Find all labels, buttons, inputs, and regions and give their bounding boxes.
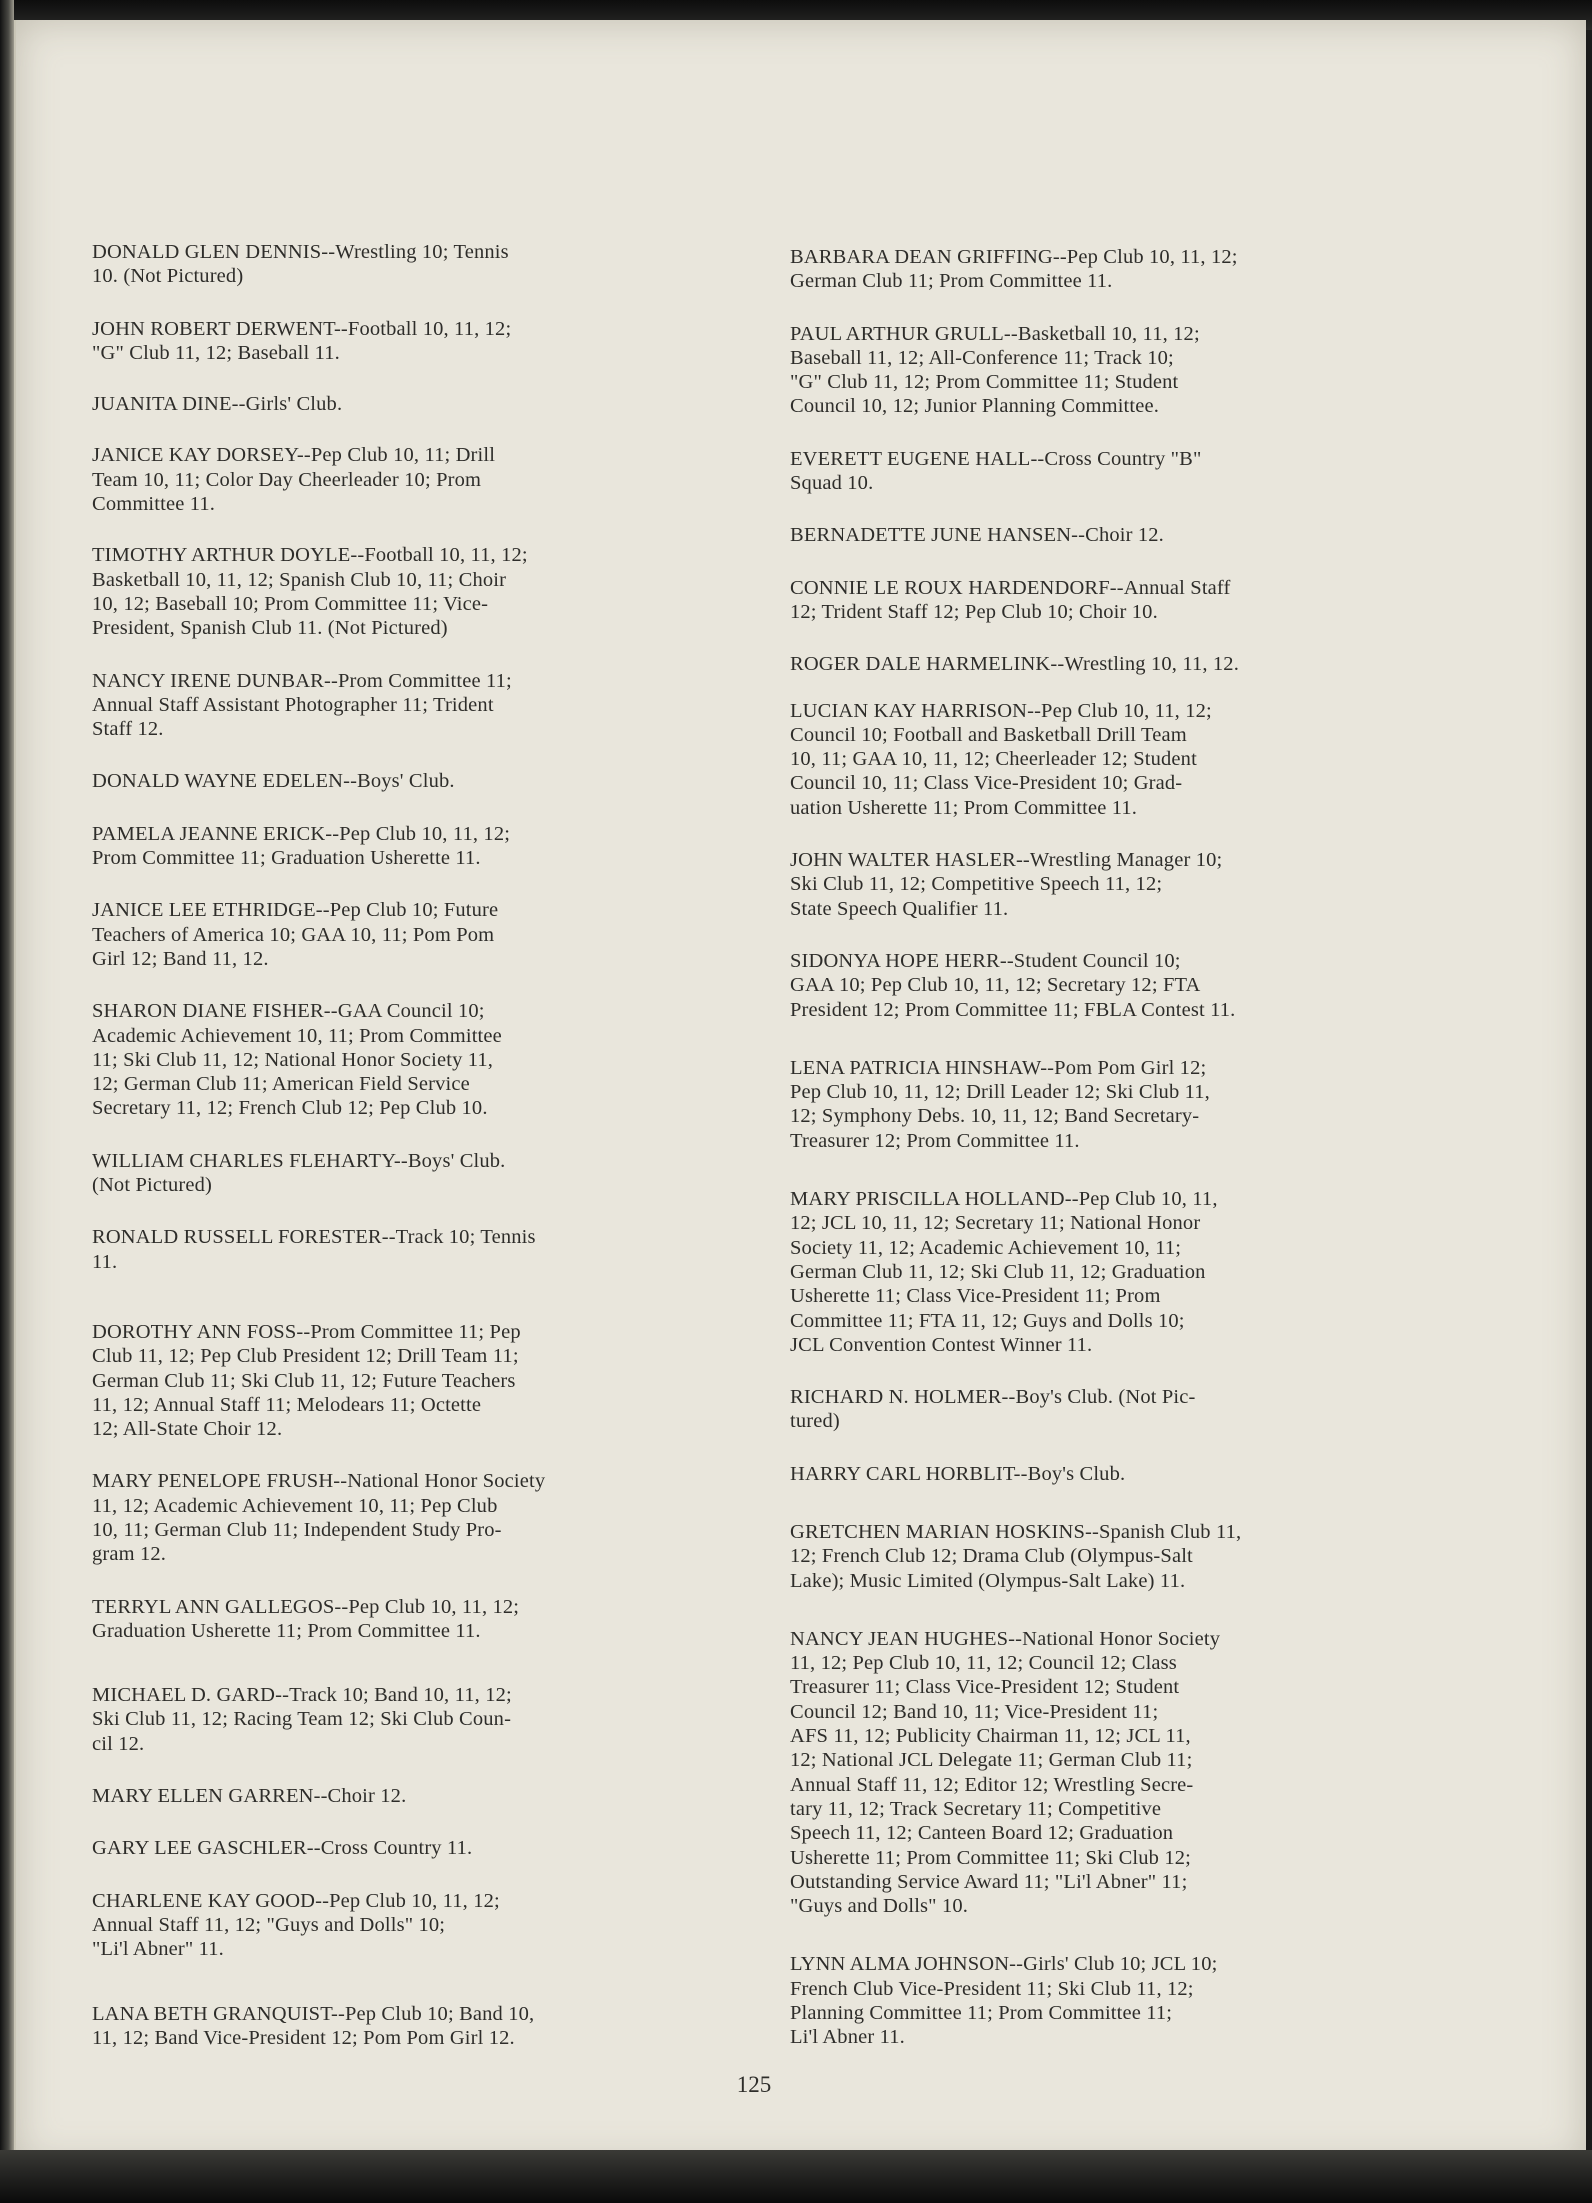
- senior-entry: DONALD WAYNE EDELEN--Boys' Club.: [92, 770, 455, 793]
- senior-entry: NANCY IRENE DUNBAR--Prom Committee 11; Annual Staff Assistant Photographer 11; Trident Staff 12.: [92, 669, 512, 741]
- senior-entry: BERNADETTE JUNE HANSEN--Choir 12.: [790, 524, 1164, 547]
- senior-entry: DONALD GLEN DENNIS--Wrestling 10; Tennis 10. (Not Pictured): [92, 241, 509, 288]
- senior-entry: CONNIE LE ROUX HARDENDORF--Annual Staff 12; Trident Staff 12; Pep Club 10; Choir 10.: [790, 576, 1231, 623]
- binding-edge: [0, 0, 14, 2203]
- senior-entry: JANICE KAY DORSEY--Pep Club 10, 11; Drill Team 10, 11; Color Day Cheerleader 10; Prom Committee 11.: [92, 444, 496, 516]
- senior-entry: DOROTHY ANN FOSS--Prom Committee 11; Pep Club 11, 12; Pep Club President 12; Drill Team 11; German Club 11; Ski Club 11, 12; Future Teachers 11, 12; Annual Staff 11; Melodears 11; Octette 12; All-State Choir 12.: [92, 1320, 521, 1441]
- senior-entry: LUCIAN KAY HARRISON--Pep Club 10, 11, 12; Council 10; Football and Basketball Drill Team 10, 11; GAA 10, 11, 12; Cheerleader 12; Student Council 10, 11; Class Vice-President 10; Grad- uation Usherette 11; Prom Committee 11.: [790, 699, 1212, 819]
- senior-entry: MICHAEL D. GARD--Track 10; Band 10, 11, 12; Ski Club 11, 12; Racing Team 12; Ski Club Coun- cil 12.: [92, 1684, 512, 1755]
- senior-entry: NANCY JEAN HUGHES--National Honor Society 11, 12; Pep Club 10, 11, 12; Council 12; Class Treasurer 11; Class Vice-President 12; Student Council 12; Band 10, 11; Vice-President 11; AFS 11, 12; Publicity Chairman 11, 12; JCL 11, 12; National JCL Delegate 11; German Club 11; Annual Staff 11, 12; Editor 12; Wrestling Secre- tary 11, 12; Track Secretary 11; Competitive Speech 11, 12; Canteen Board 12; Graduation Usherette 11; Prom Committee 11; Ski Club 12; Outstanding Service Award 11; "Li'l Abner" 11; "Guys and Dolls" 10.: [790, 1627, 1221, 1918]
- senior-entry: CHARLENE KAY GOOD--Pep Club 10, 11, 12; Annual Staff 11, 12; "Guys and Dolls" 10; "Li'l Abner" 11.: [92, 1889, 500, 1961]
- senior-entry: RICHARD N. HOLMER--Boy's Club. (Not Pic- tured): [790, 1386, 1196, 1433]
- senior-entry: WILLIAM CHARLES FLEHARTY--Boys' Club. (Not Pictured): [92, 1149, 506, 1197]
- senior-entry: TERRYL ANN GALLEGOS--Pep Club 10, 11, 12; Graduation Usherette 11; Prom Committee 11.: [92, 1595, 520, 1642]
- right-column: [790, 245, 1390, 2050]
- senior-entry: LYNN ALMA JOHNSON--Girls' Club 10; JCL 10; French Club Vice-President 11; Ski Club 11, 12; Planning Committee 11; Prom Committee 11; Li'l Abner 11.: [790, 1953, 1218, 2049]
- senior-entry: LANA BETH GRANQUIST--Pep Club 10; Band 10, 11, 12; Band Vice-President 12; Pom Pom Girl 12.: [92, 2002, 535, 2049]
- senior-entry: BARBARA DEAN GRIFFING--Pep Club 10, 11, 12; German Club 11; Prom Committee 11.: [790, 246, 1238, 293]
- senior-entry: PAMELA JEANNE ERICK--Pep Club 10, 11, 12; Prom Committee 11; Graduation Usherette 11.: [92, 822, 511, 870]
- senior-entry: EVERETT EUGENE HALL--Cross Country "B" Squad 10.: [790, 447, 1202, 495]
- senior-entry: MARY PRISCILLA HOLLAND--Pep Club 10, 11, 12; JCL 10, 11, 12; Secretary 11; National Honor Society 11, 12; Academic Achievement 10, 11; German Club 11, 12; Ski Club 11, 12; Graduation Usherette 11; Class Vice-President 11; Prom Committee 11; FTA 11, 12; Guys and Dolls 10; JCL Convention Contest Winner 11.: [790, 1188, 1218, 1356]
- left-column: [92, 240, 692, 2050]
- senior-entry: GARY LEE GASCHLER--Cross Country 11.: [92, 1837, 473, 1860]
- senior-entry: PAUL ARTHUR GRULL--Basketball 10, 11, 12; Baseball 11, 12; All-Conference 11; Track 10; "G" Club 11, 12; Prom Committee 11; Student Council 10, 12; Junior Planning Committee.: [790, 322, 1200, 418]
- senior-entry: GRETCHEN MARIAN HOSKINS--Spanish Club 11, 12; French Club 12; Drama Club (Olympus-Salt Lake); Music Limited (Olympus-Salt Lake) 11.: [790, 1520, 1242, 1592]
- senior-entry: JANICE LEE ETHRIDGE--Pep Club 10; Future Teachers of America 10; GAA 10, 11; Pom Pom Girl 12; Band 11, 12.: [92, 899, 499, 970]
- senior-entry: MARY PENELOPE FRUSH--National Honor Society 11, 12; Academic Achievement 10, 11; Pep Club 10, 11; German Club 11; Independent Study Pro- gram 12.: [92, 1470, 546, 1566]
- senior-entry: HARRY CARL HORBLIT--Boy's Club.: [790, 1462, 1126, 1485]
- page-number: 125: [736, 2072, 772, 2097]
- senior-entry: MARY ELLEN GARREN--Choir 12.: [92, 1785, 407, 1808]
- senior-entry: TIMOTHY ARTHUR DOYLE--Football 10, 11, 12; Basketball 10, 11, 12; Spanish Club 10, 11; Choir 10, 12; Baseball 10; Prom Committee 11; Vice- President, Spanish Club 11. (Not Pictured): [92, 544, 528, 640]
- senior-entry: LENA PATRICIA HINSHAW--Pom Pom Girl 12; Pep Club 10, 11, 12; Drill Leader 12; Ski Club 11, 12; Symphony Debs. 10, 11, 12; Band Secretary- Treasurer 12; Prom Committee 11.: [790, 1056, 1210, 1152]
- senior-entry: JOHN WALTER HASLER--Wrestling Manager 10; Ski Club 11, 12; Competitive Speech 11, 12; State Speech Qualifier 11.: [790, 849, 1223, 920]
- senior-entry: RONALD RUSSELL FORESTER--Track 10; Tennis 11.: [92, 1226, 536, 1273]
- scan-border-bottom: [0, 2150, 1592, 2203]
- senior-entry: SHARON DIANE FISHER--GAA Council 10; Academic Achievement 10, 11; Prom Committee 11; Ski Club 11, 12; National Honor Society 11, 12; German Club 11; American Field Service Secretary 11, 12; French Club 12; Pep Club 10.: [92, 1000, 502, 1120]
- senior-entry: SIDONYA HOPE HERR--Student Council 10; GAA 10; Pep Club 10, 11, 12; Secretary 12; FTA President 12; Prom Committee 11; FBLA Contest 11.: [790, 949, 1236, 1021]
- senior-entry: ROGER DALE HARMELINK--Wrestling 10, 11, 12.: [790, 653, 1239, 676]
- senior-entry: JUANITA DINE--Girls' Club.: [92, 393, 343, 416]
- senior-entry: JOHN ROBERT DERWENT--Football 10, 11, 12; "G" Club 11, 12; Baseball 11.: [92, 317, 512, 364]
